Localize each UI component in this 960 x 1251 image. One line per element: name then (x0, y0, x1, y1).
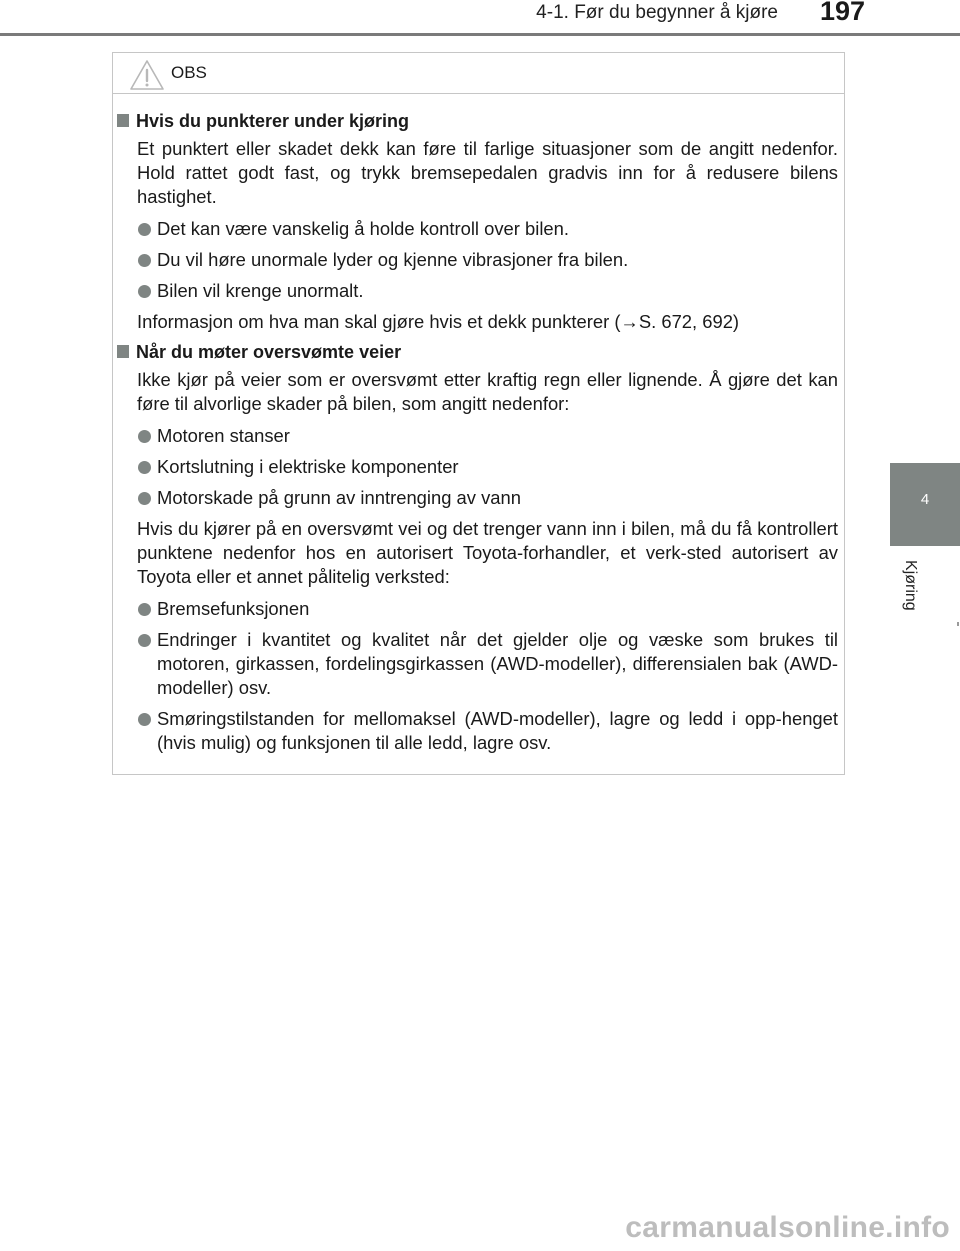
warning-triangle-icon (129, 59, 165, 91)
list-item (137, 279, 838, 303)
list-item-text: Endringer i kvantitet og kvalitet når det gjelder olje og væske som brukes til motoren, girkassen, fordelingsgirkassen (AWD-modeller), differensialen bak (AWD-modeller) osv. (157, 629, 838, 698)
section-middle: Hvis du kjører på en oversvømt vei og det trenger vann inn i bilen, må du få kontrollert punktene nedenfor hos en autorisert Toyota-forhandler, et verk-sted autorisert av Toyota eller et annet pålitelig verksted: (137, 518, 838, 587)
section-title-flooded-roads (116, 340, 844, 364)
list-item-text: Motoren stanser (157, 425, 290, 446)
list-item-text: Smøringstilstanden for mellomaksel (AWD-modeller), lagre og ledd i opp-henget (hvis mulig) og funksjonen til alle ledd, lagre osv. (157, 708, 838, 753)
list-item (137, 628, 838, 700)
header-rule (0, 33, 960, 36)
list-item (137, 597, 838, 621)
list-item-text: Du vil høre unormale lyder og kjenne vibrasjoner fra bilen. (157, 249, 629, 270)
section-title-text: Hvis du punkterer under kjøring (136, 111, 410, 131)
chapter-tab[interactable] (890, 463, 960, 546)
round-bullet-icon (138, 634, 151, 647)
obs-header (113, 53, 844, 94)
chapter-label: Kjøring (902, 560, 919, 611)
round-bullet-icon (138, 461, 151, 474)
list-item (137, 486, 838, 510)
watermark: carmanualsonline.info (625, 1211, 950, 1244)
round-bullet-icon (138, 285, 151, 298)
section-intro: Ikke kjør på veier som er oversvømt etter kraftig regn eller lignende. Å gjøre det kan føre til alvorlige skader på bilen, som angitt nedenfor: (137, 369, 838, 414)
list-item-text: Det kan være vanskelig å holde kontroll over bilen. (157, 218, 569, 239)
obs-content (113, 93, 844, 755)
list-item-text: Bremsefunksjonen (157, 598, 310, 619)
square-bullet-icon (117, 345, 129, 358)
round-bullet-icon (138, 430, 151, 443)
round-bullet-icon (138, 223, 151, 236)
section-intro: Et punktert eller skadet dekk kan føre til farlige situasjoner som de angitt nedenfor. Hold rattet godt fast, og trykk bremsepedalen gradvis inn for å redusere bilens hastighet. (137, 138, 838, 207)
page-number: 197 (820, 0, 866, 26)
obs-label: OBS (171, 63, 207, 82)
section-outro: Informasjon om hva man skal gjøre hvis et dekk punkterer (→S. 672, 692) (137, 311, 740, 332)
square-bullet-icon (117, 114, 129, 127)
list-item-text: Kortslutning i elektriske komponenter (157, 456, 459, 477)
section-title-puncture (116, 109, 844, 133)
list-item (137, 248, 838, 272)
side-mark (957, 622, 959, 626)
round-bullet-icon (138, 603, 151, 616)
list-item-text: Bilen vil krenge unormalt. (157, 280, 364, 301)
list-item (137, 424, 838, 448)
obs-caution-box (112, 52, 845, 775)
list-item (137, 217, 838, 241)
section-title-text: Når du møter oversvømte veier (136, 342, 402, 362)
round-bullet-icon (138, 492, 151, 505)
chapter-number: 4 (920, 491, 930, 508)
round-bullet-icon (138, 713, 151, 726)
header-section-title: 4-1. Før du begynner å kjøre (536, 2, 778, 23)
list-item (137, 707, 838, 755)
list-item-text: Motorskade på grunn av inntrenging av vann (157, 487, 521, 508)
list-item (137, 455, 838, 479)
round-bullet-icon (138, 254, 151, 267)
